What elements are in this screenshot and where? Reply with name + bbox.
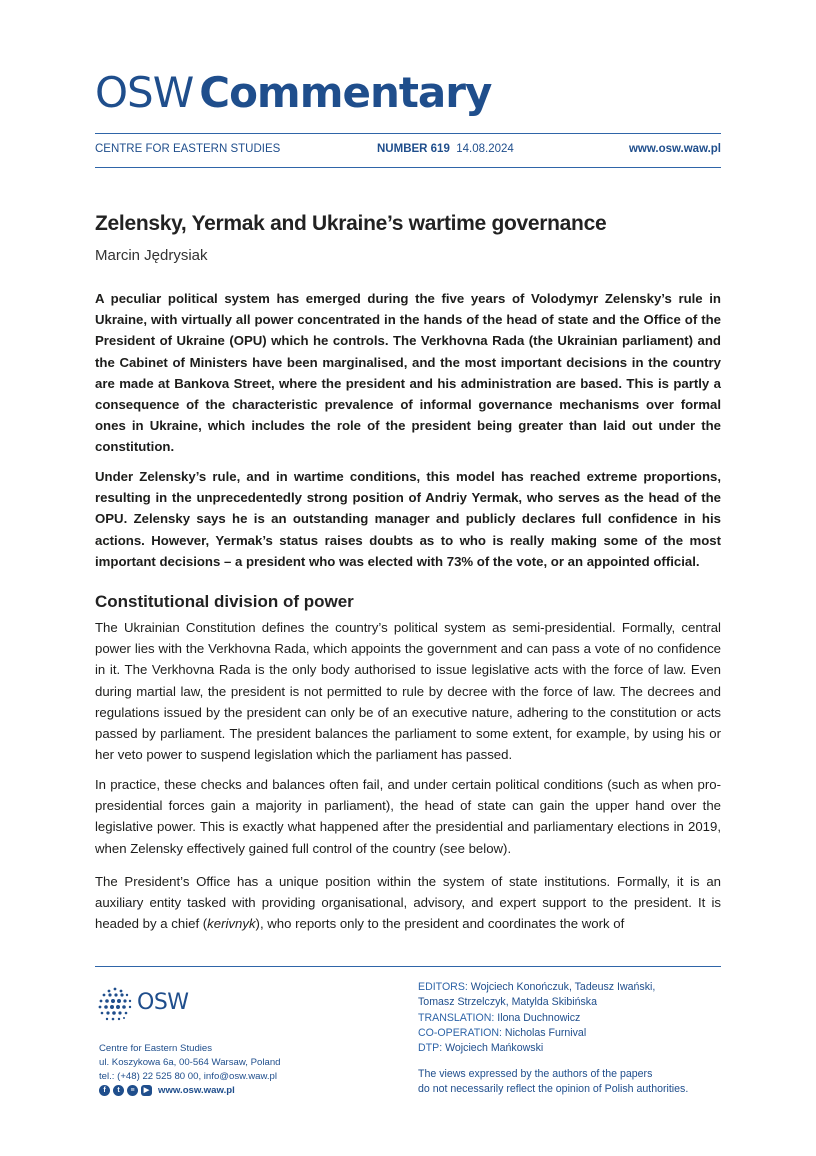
footer-contact: tel.: (+48) 22 525 80 00, info@osw.waw.pl xyxy=(99,1071,278,1082)
twitter-icon[interactable]: t xyxy=(113,1085,124,1096)
lead-paragraph-2: Under Zelensky’s rule, and in wartime conditions, this model has reached extreme proportions, resulting in the unprecedentedly strong position of Andriy Yermak, who serves as the head of the OPU. Zelensky says he is an outstanding manager and publicly declares full confidence in his actions. However, Yermak’s status raises doubts as to who is really making some of the most important decisions – a president who was elected with 73% of the vote, or an appointed official. xyxy=(95,469,721,569)
translation-line: TRANSLATION: Ilona Duchnowicz xyxy=(418,1011,581,1024)
footer-address: ul. Koszykowa 6a, 00-564 Warsaw, Poland xyxy=(99,1057,281,1068)
header-rule-bottom xyxy=(95,167,721,168)
disclaimer-line-1: The views expressed by the authors of the papers xyxy=(418,1068,653,1080)
brand-name: OSW xyxy=(95,68,194,117)
footer-centre-name: Centre for Eastern Studies xyxy=(99,1043,213,1054)
youtube-icon[interactable]: ▶ xyxy=(141,1085,152,1096)
body-paragraph-3 xyxy=(95,871,721,935)
dtp-line: DTP: Wojciech Mańkowski xyxy=(418,1042,544,1055)
issue-number xyxy=(377,143,514,155)
issue-date: 14.08.2024 xyxy=(456,143,514,155)
cooperation-line: CO-OPERATION: Nicholas Furnival xyxy=(418,1026,587,1039)
credits-block xyxy=(418,980,655,1056)
disclaimer xyxy=(418,1067,688,1098)
facebook-icon[interactable]: f xyxy=(99,1085,110,1096)
paragraph-3-text-a: The President’s Office has a unique position within the system of state institutions. Formally, it is an auxiliary entity tasked with providing organisational, advisory, and expert support to the president. It is headed by a chief ( xyxy=(95,874,721,932)
social-links xyxy=(99,1083,235,1097)
article-title: Zelensky, Yermak and Ukraine’s wartime governance xyxy=(95,212,607,235)
osw-globe-logo-icon xyxy=(95,985,135,1025)
header-rule-top xyxy=(95,133,721,134)
editors-line: EDITORS: Wojciech Konończuk, Tadeusz Iwański, xyxy=(418,981,656,993)
disclaimer-line-2: do not necessarily reflect the opinion of Polish authorities. xyxy=(418,1083,689,1096)
body-paragraph-1: The Ukrainian Constitution defines the country’s political system as semi-presidential. Formally, central power lies with the Verkhovna Rada, which appoints the government and can pass a vote of no confidence in it. The Verkhovna Rada is the only body authorised to issue legislative acts with the force of law. Even during martial law, the president is not permitted to rule by decree with the force of law. The decrees and regulations issued by the president can only be of an executive nature, adhering to the constitution or acts passed by parliament. The president balances the parliament to some extent, for example, by using his or her veto power to suspend legislation which the parliament has passed. xyxy=(95,620,721,763)
info-bar xyxy=(95,143,721,159)
number-label: NUMBER 619 xyxy=(377,143,450,155)
series-name: Commentary xyxy=(199,68,492,117)
section-heading: Constitutional division of power xyxy=(95,592,354,611)
editors-line-2: Tomasz Strzelczyk, Matylda Skibińska xyxy=(418,996,597,1009)
footer-url-link[interactable]: www.osw.waw.pl xyxy=(158,1084,235,1096)
paragraph-3-italic: kerivnyk xyxy=(207,916,256,932)
footer-rule xyxy=(95,966,721,967)
paragraph-3-text-b: ), who reports only to the president and coordinates the work of xyxy=(255,916,625,932)
lead-paragraph-1: A peculiar political system has emerged during the five years of Volodymyr Zelensky’s rule in Ukraine, with virtually all power concentrated in the hands of the head of state and the Office of the President of Ukraine (OPU) which he controls. The Verkhovna Rada (the Ukrainian parliament) and the Cabinet of Ministers have been marginalised, and the most important decisions in the country are made at Bankova Street, where the president and his administration are based. This is partly a consequence of the characteristic prevalence of informal governance mechanisms over formal ones in Ukraine, which includes the role of the president being greater than laid out under the constitution. xyxy=(95,291,721,455)
footer-logo-text: OSW xyxy=(137,990,189,1015)
body-paragraph-2: In practice, these checks and balances often fail, and under certain political conditions (such as when pro-presidential forces gain a majority in parliament), the head of state can gain the upper hand over the legislative power. This is exactly what happened after the presidential and parliamentary elections in 2019, when Zelensky effectively gained full control of the country (see below). xyxy=(95,777,721,856)
centre-name: CENTRE FOR EASTERN STUDIES xyxy=(95,143,281,155)
masthead xyxy=(95,68,491,117)
header-url-link[interactable]: www.osw.waw.pl xyxy=(628,143,721,155)
article-author: Marcin Jędrysiak xyxy=(95,247,208,264)
spotify-icon[interactable]: ≡ xyxy=(127,1085,138,1096)
